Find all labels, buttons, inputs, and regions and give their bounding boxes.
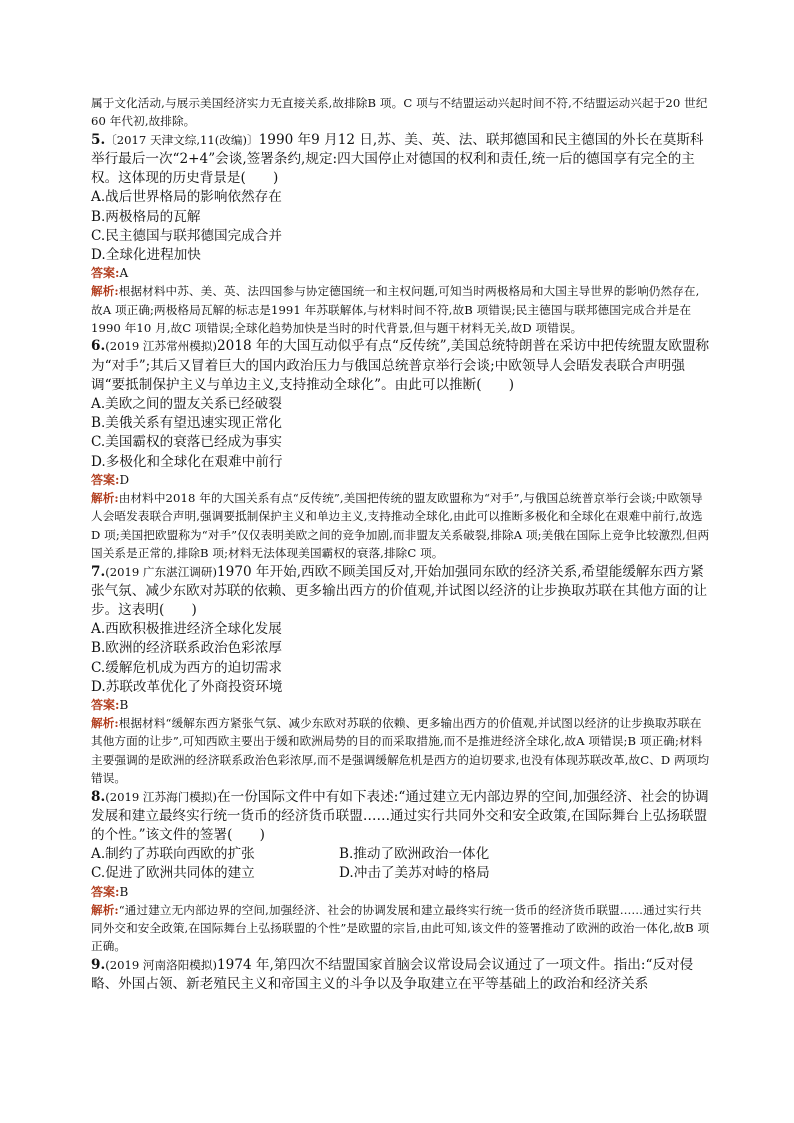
question-stem (91, 956, 711, 994)
option-c: C.缓解危机成为西方的迫切需求 (91, 659, 282, 676)
lead-paragraph: 属于文化活动,与展示美国经济实力无直接关系,故排除B 项。C 项与不结盟运动兴起时间不符,不结盟运动兴起于20 世纪60 年代初,故排除。 (91, 96, 708, 129)
question-number: 9. (91, 956, 106, 973)
question-8 (91, 788, 711, 956)
option-b: B.推动了欧洲政治一体化 (339, 846, 490, 863)
answer-value: B (119, 697, 129, 712)
explanation-label: 解析: (91, 490, 119, 505)
option-c: C.促进了欧洲共同体的建立 (91, 865, 255, 882)
question-source: (2019 河南洛阳模拟) (105, 957, 218, 972)
answer-value: D (119, 472, 130, 487)
answer-line (91, 884, 711, 901)
explanation (91, 282, 711, 337)
question-source: (2019 江苏常州模拟) (105, 339, 218, 354)
options-row-2 (91, 864, 711, 883)
option-c: C.美国霸权的衰落已经成为事实 (91, 434, 282, 451)
question-source: (2019 江苏海门模拟) (105, 789, 218, 804)
question-stem (91, 788, 711, 846)
question-text: 在一份国际文件中有如下表述:“通过建立无内部边界的空间,加强经济、社会的协调发展和建立最终实行统一货币的经济货币联盟……通过实行共同外交和安全政策,在国际舞台上弘扬联盟的个性。”该文件的签署( ) (91, 788, 709, 843)
answer-value: A (119, 266, 129, 281)
question-number: 6. (91, 338, 106, 355)
question-stem (91, 131, 711, 189)
explanation (91, 489, 711, 563)
document-page (91, 94, 711, 994)
question-text: 1974 年,第四次不结盟国家首脑会议常设局会议通过了一项文件。指出:“反对侵略、外国占领、新老殖民主义和帝国主义的斗争以及争取建立在平等基础上的政治和经济关系 (91, 956, 694, 992)
explanation-text: “通过建立无内部边界的空间,加强经济、社会的协调发展和建立最终实行统一货币的经济货币联盟……通过实行共同外交和安全政策,在国际舞台上弘扬联盟的个性”是欧盟的宗旨,由此可知,该文件的签署推动了欧洲的政治一体化,故B 项正确。 (91, 902, 710, 954)
option-b: B.欧洲的经济联系政治色彩浓厚 (91, 640, 283, 657)
question-text: 2018 年的大国互动似乎有点“反传统”,美国总统特朗普在采访中把传统盟友欧盟称为“对手”;其后又冒着巨大的国内政治压力与俄国总统普京举行会谈;中欧领导人会晤发表联合声明强调“要抵制保护主义与单边主义,支持推动全球化”。由此可以推断( ) (91, 338, 710, 393)
question-stem (91, 563, 711, 621)
options-row-1 (91, 845, 711, 864)
option-d: D.苏联改革优化了外商投资环境 (91, 678, 283, 695)
option-a: A.制约了苏联向西欧的扩张 (91, 846, 255, 863)
option-b: B.美俄关系有望迅速实现正常化 (91, 415, 283, 432)
question-9 (91, 956, 711, 994)
answer-line (91, 265, 711, 282)
explanation-label: 解析: (91, 715, 119, 730)
question-5 (91, 131, 711, 338)
answer-line (91, 472, 711, 489)
answer-label: 答案: (91, 884, 120, 899)
explanation-label: 解析: (91, 284, 119, 299)
answer-label: 答案: (91, 472, 120, 487)
question-stem (91, 337, 711, 395)
option-d: D.冲击了美苏对峙的格局 (339, 865, 490, 882)
answer-label: 答案: (91, 697, 120, 712)
question-source: 〔2017 天津文综,11(改编)〕 (105, 132, 259, 147)
explanation (91, 714, 711, 788)
option-a: A.美欧之间的盟友关系已经破裂 (91, 396, 282, 413)
answer-label: 答案: (91, 266, 120, 281)
question-number: 7. (91, 563, 106, 580)
explanation (91, 901, 711, 956)
question-7 (91, 563, 711, 788)
question-number: 8. (91, 788, 106, 805)
question-6 (91, 337, 711, 562)
option-d: D.全球化进程加快 (91, 247, 201, 264)
explanation-text: 由材料中2018 年的大国关系有点“反传统”,美国把传统的盟友欧盟称为“对手”,与俄国总统普京举行会谈;中欧领导人会晤发表联合声明,强调要抵制保护主义和单边主义,支持推动全球化,由此可以推断多极化和全球化在艰难中前行,故选D 项;美国把欧盟称为“对手”仅仅表明美欧之间的竞争加剧,而非盟友关系破裂,排除A 项;美俄在国际上竞争比较激烈,但两国关系是正常的,排除B 项;材料无法体现美国霸权的衰落,排除C 项。 (91, 490, 710, 561)
answer-line (91, 697, 711, 714)
question-number: 5. (91, 131, 106, 148)
explanation-text: 根据材料中苏、美、英、法四国参与协定德国统一和主权问题,可知当时两极格局和大国主导世界的影响仍然存在,故A 项正确;两极格局瓦解的标志是1991 年苏联解体,与材料时间不符,故B 项错误;民主德国与联邦德国完成合并是在1990 年10 月,故C 项错误;全球化趋势加快是当时的时代背景,但与题干材料无关,故D 项错误。 (91, 284, 700, 336)
option-a: A.战后世界格局的影响依然存在 (91, 189, 282, 206)
answer-value: B (119, 884, 129, 899)
option-a: A.西欧积极推进经济全球化发展 (91, 621, 282, 638)
question-text: 1990 年9 月12 日,苏、美、英、法、联邦德国和民主德国的外长在莫斯科举行最后一次“2+4”会谈,签署条约,规定:四大国停止对德国的权利和责任,统一后的德国享有完全的主权。这体现的历史背景是( ) (91, 131, 704, 187)
option-c: C.民主德国与联邦德国完成合并 (91, 227, 282, 244)
option-b: B.两极格局的瓦解 (91, 208, 201, 225)
explanation-text: 根据材料“缓解东西方紧张气氛、减少东欧对苏联的依赖、更多输出西方的价值观,并试图以经济的让步换取苏联在其他方面的让步”,可知西欧主要出于缓和欧洲局势的目的而采取措施,而不是推进经济全球化,故A 项错误;B 项正确;材料主要强调的是欧洲的经济联系政治色彩浓厚,而不是强调缓解危机是西方的迫切要求,也没有体现苏联改革,故C、D 两项均错误。 (91, 715, 710, 786)
question-text: 1970 年开始,西欧不顾美国反对,开始加强同东欧的经济关系,希望能缓解东西方紧张气氛、减少东欧对苏联的依赖、更多输出西方的价值观,并试图以经济的让步换取苏联在其他方面的让步。这表明( ) (91, 563, 708, 618)
question-source: (2019 广东湛江调研) (105, 564, 218, 579)
option-d: D.多极化和全球化在艰难中前行 (91, 453, 283, 470)
explanation-label: 解析: (91, 902, 119, 917)
